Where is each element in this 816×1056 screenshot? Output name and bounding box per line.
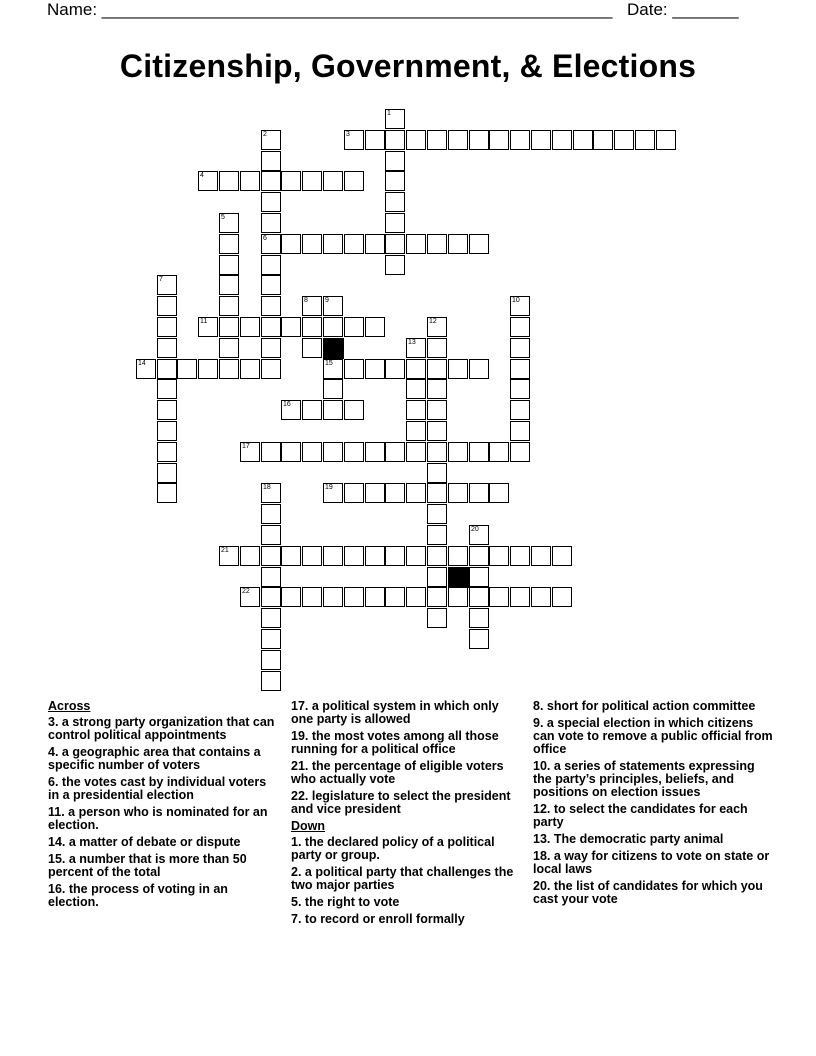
grid-cell[interactable] xyxy=(281,234,301,254)
clue-number: 18 xyxy=(263,484,271,491)
grid-cell[interactable] xyxy=(302,400,322,420)
grid-cell[interactable] xyxy=(573,130,593,150)
grid-cell[interactable] xyxy=(344,359,364,379)
grid-cell[interactable] xyxy=(261,546,281,566)
grid-cell[interactable] xyxy=(385,255,405,275)
clue-down-2: 2. a political party that challenges the two major parties xyxy=(291,865,514,892)
grid-cell[interactable] xyxy=(261,629,281,649)
clue-across-19: 19. the most votes among all those running for a political office xyxy=(291,729,499,756)
grid-cell[interactable] xyxy=(261,483,281,503)
grid-cell[interactable] xyxy=(365,130,385,150)
grid-cell[interactable] xyxy=(365,587,385,607)
grid-cell[interactable] xyxy=(323,171,343,191)
grid-cell[interactable] xyxy=(385,192,405,212)
grid-cell[interactable] xyxy=(427,400,447,420)
grid-cell[interactable] xyxy=(385,546,405,566)
clue-down-20: 20. the list of candidates for which you cast your vote xyxy=(533,879,763,906)
grid-cell[interactable] xyxy=(302,442,322,462)
grid-cell[interactable] xyxy=(406,234,426,254)
clue-number: 16 xyxy=(283,401,291,408)
grid-cell[interactable] xyxy=(219,546,239,566)
grid-cell[interactable] xyxy=(510,130,530,150)
clue-across-6: 6. the votes cast by individual voters in a presidential election xyxy=(48,775,267,802)
grid-cell[interactable] xyxy=(157,379,177,399)
grid-cell[interactable] xyxy=(323,359,343,379)
grid-cell[interactable] xyxy=(261,504,281,524)
grid-cell[interactable] xyxy=(219,338,239,358)
grid-cell[interactable] xyxy=(489,587,509,607)
grid-cell[interactable] xyxy=(427,483,447,503)
clue-down-9: 9. a special election in which citizens can vote to remove a public official from office xyxy=(533,716,773,756)
grid-cell[interactable] xyxy=(406,130,426,150)
grid-cell[interactable] xyxy=(448,234,468,254)
clue-number: 22 xyxy=(242,588,250,595)
clue-number: 14 xyxy=(138,360,146,367)
grid-cell[interactable] xyxy=(344,234,364,254)
grid-cell[interactable] xyxy=(406,587,426,607)
grid-cell[interactable] xyxy=(302,234,322,254)
clue-number: 8 xyxy=(304,297,308,304)
grid-cell[interactable] xyxy=(136,359,156,379)
grid-cell[interactable] xyxy=(344,546,364,566)
grid-cell[interactable] xyxy=(261,192,281,212)
grid-cell[interactable] xyxy=(531,130,551,150)
grid-cell[interactable] xyxy=(427,421,447,441)
grid-cell[interactable] xyxy=(323,296,343,316)
clue-across-11: 11. a person who is nominated for an election. xyxy=(48,805,268,832)
grid-cell[interactable] xyxy=(385,151,405,171)
grid-cell[interactable] xyxy=(510,546,530,566)
grid-cell[interactable] xyxy=(240,587,260,607)
grid-cell[interactable] xyxy=(323,379,343,399)
grid-cell[interactable] xyxy=(219,275,239,295)
grid-cell[interactable] xyxy=(323,234,343,254)
clues-column-1 xyxy=(48,700,280,913)
grid-cell[interactable] xyxy=(261,151,281,171)
grid-cell[interactable] xyxy=(261,608,281,628)
grid-cell[interactable] xyxy=(385,234,405,254)
grid-cell[interactable] xyxy=(219,171,239,191)
grid-cell[interactable] xyxy=(344,171,364,191)
grid-cell[interactable] xyxy=(448,546,468,566)
grid-cell[interactable] xyxy=(157,483,177,503)
grid-cell[interactable] xyxy=(261,275,281,295)
grid-cell[interactable] xyxy=(261,442,281,462)
grid-cell[interactable] xyxy=(240,171,260,191)
grid-cell[interactable] xyxy=(406,400,426,420)
grid-cell[interactable] xyxy=(427,338,447,358)
grid-cell[interactable] xyxy=(261,587,281,607)
grid-cell[interactable] xyxy=(261,338,281,358)
grid-cell[interactable] xyxy=(177,359,197,379)
grid-cell[interactable] xyxy=(427,504,447,524)
grid-cell[interactable] xyxy=(302,338,322,358)
grid-cell[interactable] xyxy=(219,296,239,316)
grid-cell[interactable] xyxy=(469,359,489,379)
clue-down-8: 8. short for political action committee xyxy=(533,699,756,713)
grid-cell[interactable] xyxy=(552,546,572,566)
grid-cell[interactable] xyxy=(385,359,405,379)
name-field-line: Name: ______________________________________________________ xyxy=(47,0,613,19)
grid-cell[interactable] xyxy=(302,171,322,191)
grid-cell[interactable] xyxy=(593,130,613,150)
grid-cell[interactable] xyxy=(261,359,281,379)
down-heading: Down xyxy=(291,819,326,833)
grid-cell[interactable] xyxy=(406,546,426,566)
grid-cell[interactable] xyxy=(261,234,281,254)
grid-cell[interactable] xyxy=(427,587,447,607)
grid-cell[interactable] xyxy=(448,483,468,503)
clue-across-16: 16. the process of voting in an election. xyxy=(48,882,228,909)
grid-cell[interactable] xyxy=(469,546,489,566)
grid-cell[interactable] xyxy=(469,608,489,628)
grid-cell[interactable] xyxy=(240,317,260,337)
grid-cell[interactable] xyxy=(198,171,218,191)
grid-cell[interactable] xyxy=(157,400,177,420)
clue-number: 5 xyxy=(221,214,225,221)
grid-cell[interactable] xyxy=(219,255,239,275)
grid-cell[interactable] xyxy=(385,109,405,129)
grid-cell[interactable] xyxy=(448,442,468,462)
grid-cell[interactable] xyxy=(261,255,281,275)
grid-cell[interactable] xyxy=(261,213,281,233)
grid-cell[interactable] xyxy=(261,171,281,191)
grid-cell[interactable] xyxy=(406,338,426,358)
grid-cell[interactable] xyxy=(323,442,343,462)
grid-cell[interactable] xyxy=(157,359,177,379)
grid-cell[interactable] xyxy=(469,587,489,607)
clue-number: 20 xyxy=(471,526,479,533)
grid-cell[interactable] xyxy=(510,400,530,420)
clue-across-3: 3. a strong party organization that can control political appointments xyxy=(48,715,275,742)
grid-cell[interactable] xyxy=(489,130,509,150)
clues-column-2 xyxy=(291,700,523,930)
clue-down-7: 7. to record or enroll formally xyxy=(291,912,465,926)
clue-number: 9 xyxy=(325,297,329,304)
grid-cell[interactable] xyxy=(510,317,530,337)
grid-cell[interactable] xyxy=(302,296,322,316)
clue-number: 1 xyxy=(387,110,391,117)
clue-down-10: 10. a series of statements expressing the party’s principles, beliefs, and positions on election issues xyxy=(533,759,755,799)
grid-cell[interactable] xyxy=(469,525,489,545)
grid-cell[interactable] xyxy=(323,400,343,420)
clue-across-4: 4. a geographic area that contains a specific number of voters xyxy=(48,745,261,772)
grid-cell[interactable] xyxy=(240,359,260,379)
grid-cell[interactable] xyxy=(510,442,530,462)
grid-cell[interactable] xyxy=(427,463,447,483)
grid-cell[interactable] xyxy=(219,359,239,379)
grid-cell[interactable] xyxy=(469,234,489,254)
grid-cell[interactable] xyxy=(427,442,447,462)
grid-cell[interactable] xyxy=(656,130,676,150)
clue-number: 19 xyxy=(325,484,333,491)
grid-cell[interactable] xyxy=(302,546,322,566)
grid-cell[interactable] xyxy=(510,421,530,441)
grid-cell[interactable] xyxy=(385,213,405,233)
grid-cell[interactable] xyxy=(552,130,572,150)
grid-cell[interactable] xyxy=(427,130,447,150)
clue-number: 10 xyxy=(512,297,520,304)
grid-cell[interactable] xyxy=(344,587,364,607)
clue-down-18: 18. a way for citizens to vote on state or local laws xyxy=(533,849,770,876)
grid-cell[interactable] xyxy=(261,296,281,316)
grid-cell[interactable] xyxy=(385,442,405,462)
grid-cell[interactable] xyxy=(261,130,281,150)
clue-number: 6 xyxy=(263,235,267,242)
grid-cell[interactable] xyxy=(281,317,301,337)
grid-cell[interactable] xyxy=(323,587,343,607)
grid-cell[interactable] xyxy=(427,608,447,628)
grid-cell[interactable] xyxy=(448,130,468,150)
grid-cell[interactable] xyxy=(344,400,364,420)
grid-cell[interactable] xyxy=(552,587,572,607)
clue-number: 12 xyxy=(429,318,437,325)
grid-cell[interactable] xyxy=(157,317,177,337)
grid-cell[interactable] xyxy=(427,546,447,566)
grid-cell[interactable] xyxy=(281,442,301,462)
grid-cell[interactable] xyxy=(406,359,426,379)
clue-number: 17 xyxy=(242,443,250,450)
clue-down-5: 5. the right to vote xyxy=(291,895,400,909)
clue-number: 15 xyxy=(325,360,333,367)
grid-cell[interactable] xyxy=(448,587,468,607)
grid-cell[interactable] xyxy=(406,421,426,441)
grid-cell[interactable] xyxy=(469,629,489,649)
grid-cell[interactable] xyxy=(489,546,509,566)
grid-cell[interactable] xyxy=(281,171,301,191)
grid-cell[interactable] xyxy=(219,213,239,233)
grid-cell[interactable] xyxy=(510,379,530,399)
clue-down-13: 13. The democratic party animal xyxy=(533,832,724,846)
grid-cell[interactable] xyxy=(365,483,385,503)
grid-cell[interactable] xyxy=(365,546,385,566)
grid-cell[interactable] xyxy=(510,296,530,316)
grid-cell[interactable] xyxy=(240,546,260,566)
grid-cell[interactable] xyxy=(261,650,281,670)
black-square xyxy=(323,338,344,359)
grid-cell[interactable] xyxy=(323,317,343,337)
grid-cell[interactable] xyxy=(406,379,426,399)
grid-cell[interactable] xyxy=(489,483,509,503)
clues-column-3 xyxy=(533,700,773,910)
page-title: Citizenship, Government, & Elections xyxy=(119,48,697,84)
grid-cell[interactable] xyxy=(427,525,447,545)
grid-cell[interactable] xyxy=(614,130,634,150)
grid-cell[interactable] xyxy=(157,442,177,462)
grid-cell[interactable] xyxy=(365,442,385,462)
clue-across-14: 14. a matter of debate or dispute xyxy=(48,835,241,849)
grid-cell[interactable] xyxy=(198,359,218,379)
clue-down-12: 12. to select the candidates for each party xyxy=(533,802,748,829)
grid-cell[interactable] xyxy=(365,234,385,254)
grid-cell[interactable] xyxy=(219,317,239,337)
grid-cell[interactable] xyxy=(406,442,426,462)
black-square xyxy=(448,567,469,588)
grid-cell[interactable] xyxy=(365,359,385,379)
grid-cell[interactable] xyxy=(427,317,447,337)
grid-cell[interactable] xyxy=(427,234,447,254)
grid-cell[interactable] xyxy=(261,525,281,545)
grid-cell[interactable] xyxy=(261,317,281,337)
clue-number: 11 xyxy=(200,318,208,325)
clue-number: 2 xyxy=(263,131,267,138)
clue-number: 21 xyxy=(221,547,229,554)
grid-cell[interactable] xyxy=(344,317,364,337)
grid-cell[interactable] xyxy=(323,483,343,503)
grid-cell[interactable] xyxy=(198,317,218,337)
grid-cell[interactable] xyxy=(469,483,489,503)
clue-number: 3 xyxy=(346,131,350,138)
grid-cell[interactable] xyxy=(261,567,281,587)
clue-across-22: 22. legislature to select the president and vice president xyxy=(291,789,511,816)
date-field-line: Date: _______ xyxy=(627,0,739,19)
grid-cell[interactable] xyxy=(344,130,364,150)
grid-cell[interactable] xyxy=(344,483,364,503)
grid-cell[interactable] xyxy=(531,587,551,607)
grid-cell[interactable] xyxy=(157,421,177,441)
grid-cell[interactable] xyxy=(385,171,405,191)
grid-cell[interactable] xyxy=(323,546,343,566)
grid-cell[interactable] xyxy=(365,317,385,337)
grid-cell[interactable] xyxy=(281,400,301,420)
grid-cell[interactable] xyxy=(344,442,364,462)
grid-cell[interactable] xyxy=(510,338,530,358)
grid-cell[interactable] xyxy=(281,587,301,607)
grid-cell[interactable] xyxy=(157,338,177,358)
clue-across-21: 21. the percentage of eligible voters who actually vote xyxy=(291,759,504,786)
grid-cell[interactable] xyxy=(385,130,405,150)
grid-cell[interactable] xyxy=(531,546,551,566)
clue-down-1: 1. the declared policy of a political party or group. xyxy=(291,835,495,862)
grid-cell[interactable] xyxy=(448,359,468,379)
grid-cell[interactable] xyxy=(469,442,489,462)
grid-cell[interactable] xyxy=(469,130,489,150)
clue-across-15: 15. a number that is more than 50 percent of the total xyxy=(48,852,247,879)
grid-cell[interactable] xyxy=(261,671,281,691)
grid-cell[interactable] xyxy=(157,463,177,483)
grid-cell[interactable] xyxy=(302,317,322,337)
grid-cell[interactable] xyxy=(219,234,239,254)
grid-cell[interactable] xyxy=(489,442,509,462)
grid-cell[interactable] xyxy=(385,483,405,503)
grid-cell[interactable] xyxy=(281,546,301,566)
clue-number: 13 xyxy=(408,339,416,346)
grid-cell[interactable] xyxy=(510,587,530,607)
grid-cell[interactable] xyxy=(385,587,405,607)
grid-cell[interactable] xyxy=(635,130,655,150)
grid-cell[interactable] xyxy=(427,379,447,399)
clue-number: 7 xyxy=(159,276,163,283)
grid-cell[interactable] xyxy=(157,275,177,295)
grid-cell[interactable] xyxy=(469,567,489,587)
grid-cell[interactable] xyxy=(302,587,322,607)
grid-cell[interactable] xyxy=(157,296,177,316)
grid-cell[interactable] xyxy=(510,359,530,379)
clue-number: 4 xyxy=(200,172,204,179)
across-heading: Across xyxy=(48,699,91,713)
clue-across-17: 17. a political system in which only one party is allowed xyxy=(291,699,499,726)
grid-cell[interactable] xyxy=(406,483,426,503)
grid-cell[interactable] xyxy=(240,442,260,462)
grid-cell[interactable] xyxy=(427,359,447,379)
grid-cell[interactable] xyxy=(427,567,447,587)
